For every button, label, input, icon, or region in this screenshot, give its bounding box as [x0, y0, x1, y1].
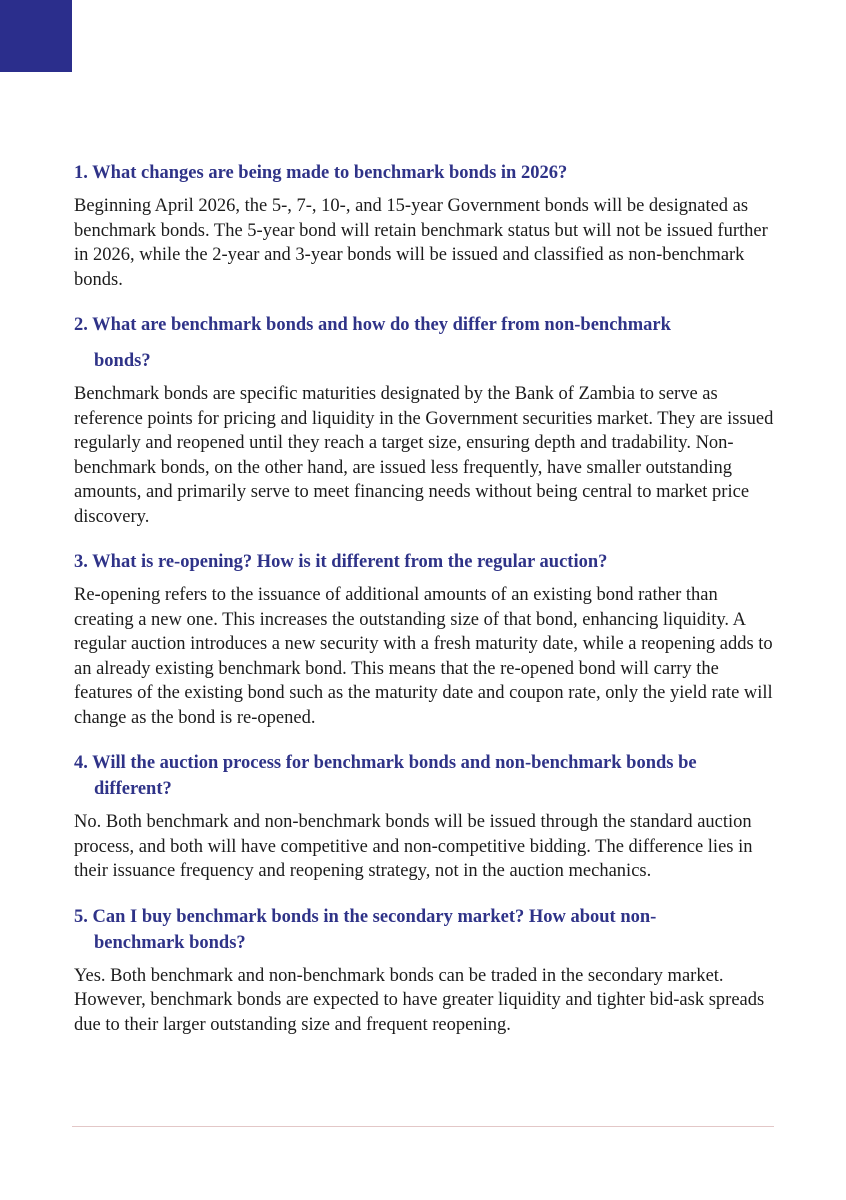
- footer-divider: [72, 1126, 774, 1127]
- faq-answer-5: Yes. Both benchmark and non-benchmark bonds can be traded in the secondary market. However, benchmark bonds are expected to have greater liquidity and tighter bid-ask spreads due to their larger outstanding size and frequent reopening.: [74, 965, 765, 1035]
- faq-item-2: [74, 312, 774, 529]
- faq-question-4-line2: different?: [94, 779, 172, 799]
- faq-question-5: [74, 904, 774, 956]
- faq-item-1: [74, 160, 774, 292]
- faq-question-1-line1: 1. What changes are being made to benchmark bonds in 2026?: [74, 163, 568, 183]
- faq-answer-4: No. Both benchmark and non-benchmark bonds will be issued through the standard auction process, and both will have competitive and non-competitive bidding. The difference lies in their issuance frequency and reopening strategy, not in the auction mechanics.: [74, 812, 753, 881]
- faq-answer-2: Benchmark bonds are specific maturities designated by the Bank of Zambia to serve as reference points for pricing and liquidity in the Government securities market. They are issued regularly and reopened until they reach a target size, ensuring depth and tradability. Non-benchmark bonds, on the other hand, are issued less frequently, have smaller outstanding amounts, and primarily serve to meet financing needs without being central to market price discovery.: [74, 384, 774, 527]
- corner-accent-block: [0, 0, 72, 72]
- faq-item-3: [74, 549, 774, 730]
- faq-question-2-line2: bonds?: [94, 351, 151, 371]
- faq-question-5-line1: 5. Can I buy benchmark bonds in the secondary market? How about non-: [74, 906, 657, 927]
- faq-question-5-line2: benchmark bonds?: [94, 932, 246, 953]
- faq-question-2: [74, 312, 774, 374]
- faq-question-2-line1: 2. What are benchmark bonds and how do they differ from non-benchmark: [74, 315, 671, 335]
- faq-question-3-line1: 3. What is re-opening? How is it different from the regular auction?: [74, 552, 608, 572]
- faq-section: [74, 160, 774, 1057]
- faq-item-5: [74, 904, 774, 1038]
- faq-question-1: [74, 160, 774, 186]
- faq-item-4: [74, 750, 774, 884]
- faq-answer-3: Re-opening refers to the issuance of additional amounts of an existing bond rather than creating a new one. This increases the outstanding size of that bond, enhancing liquidity. A regular auction introduces a new security with a fresh maturity date, while a reopening adds to an already existing benchmark bond. This means that the re-opened bond will carry the features of the existing bond such as the maturity date and coupon rate, only the yield rate will change as the bond is re-opened.: [74, 585, 773, 728]
- faq-question-3: [74, 549, 774, 575]
- faq-question-4: [74, 750, 774, 802]
- faq-question-4-line1: 4. Will the auction process for benchmark bonds and non-benchmark bonds be: [74, 753, 697, 773]
- faq-answer-1: Beginning April 2026, the 5-, 7-, 10-, and 15-year Government bonds will be designated as benchmark bonds. The 5-year bond will retain benchmark status but will not be issued further in 2026, while the 2-year and 3-year bonds will be issued and classified as non-benchmark bonds.: [74, 196, 768, 290]
